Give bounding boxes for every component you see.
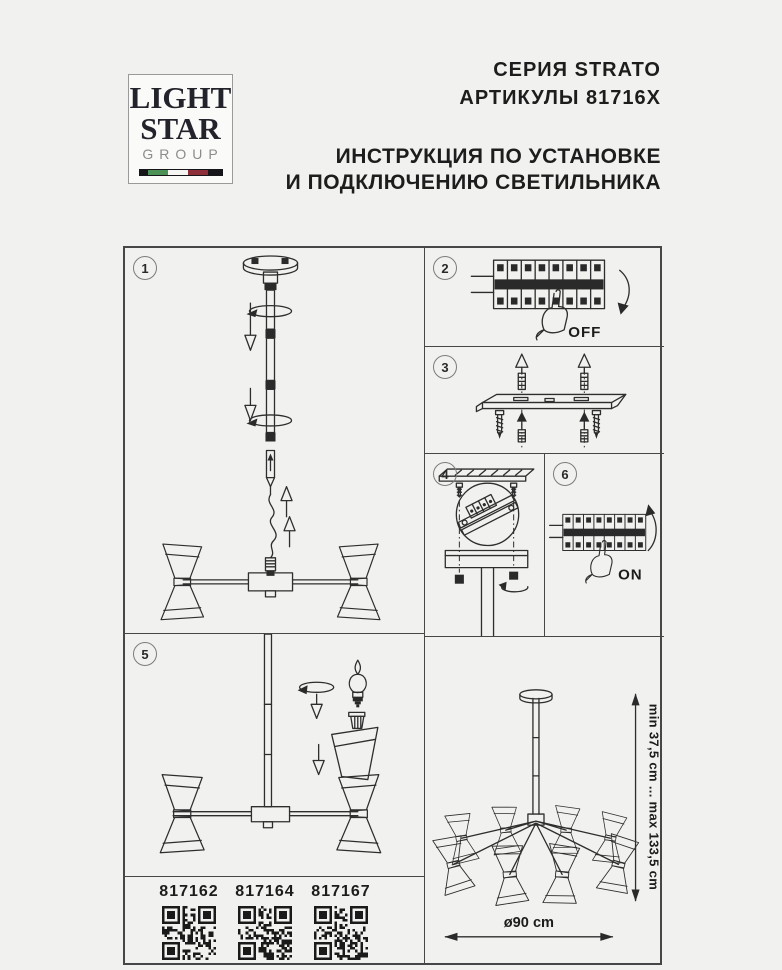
- qr-code: [162, 906, 216, 960]
- height-dimension-label: min 37,5 cm ... max 133,5 cm: [646, 703, 662, 891]
- dimensions-diagram: [425, 637, 664, 965]
- step-6-badge: [553, 462, 577, 486]
- series-title: СЕРИЯ STRATO: [493, 59, 661, 81]
- step-5-number: 5: [141, 646, 149, 662]
- article-item: [303, 883, 379, 960]
- articles-title: АРТИКУЛЫ 81716X: [459, 87, 661, 109]
- assembled-shade: [337, 775, 381, 853]
- logo-word-group: GROUP: [142, 146, 224, 163]
- chandelier-body: [161, 544, 380, 620]
- step-5-diagram: [125, 634, 424, 876]
- title-block: [286, 56, 661, 196]
- step-2-number: 2: [441, 260, 449, 276]
- step-2-diagram: [425, 248, 664, 346]
- step-6-panel: [545, 454, 664, 637]
- rotate-arrow-icon: [246, 306, 291, 318]
- circuit-breaker-row: [550, 514, 646, 550]
- down-arrow-icon: [245, 303, 256, 350]
- down-arrow-icon: [313, 744, 324, 774]
- step-4-badge: [433, 462, 457, 486]
- screw-icon: [592, 411, 600, 439]
- instruction-sheet: [123, 246, 662, 965]
- step-3-diagram: [425, 347, 664, 453]
- qr-code: [314, 906, 368, 960]
- articles-panel: [125, 877, 425, 965]
- circuit-breaker-row: [471, 260, 604, 308]
- ceiling-canopy: [243, 256, 297, 290]
- logo-word-light: LIGHT: [129, 80, 232, 115]
- step-1-panel: [125, 248, 425, 634]
- off-label: OFF: [568, 323, 602, 341]
- canopy-plate: [445, 551, 527, 636]
- step-1-diagram: [125, 248, 424, 633]
- chandelier-drawing: [431, 690, 640, 906]
- stem-rod: [251, 634, 289, 828]
- mounting-bracket: [476, 394, 625, 411]
- article-number: 817167: [311, 883, 371, 900]
- arm-bar: [173, 812, 358, 816]
- article-number: 817164: [235, 883, 295, 900]
- curved-arrow-down-icon: [618, 270, 630, 314]
- dimensions-panel: [425, 637, 664, 965]
- step-2-badge: [433, 256, 457, 280]
- step-3-panel: [425, 347, 664, 454]
- assembled-shade: [160, 775, 204, 853]
- step-4-number: 4: [441, 466, 449, 482]
- nut-with-rotate-arrow: [499, 572, 528, 592]
- on-label: ON: [618, 566, 643, 584]
- step-5-panel: [125, 634, 425, 877]
- rotate-arrow-icon: [298, 682, 334, 718]
- socket-ring-icon: [349, 712, 365, 728]
- diameter-dimension: [444, 915, 613, 941]
- step-1-number: 1: [141, 260, 149, 276]
- supply-wire: [265, 487, 276, 576]
- step-5-badge: [133, 642, 157, 666]
- arms: [453, 821, 618, 874]
- step-4-panel: [425, 454, 545, 637]
- step-3-badge: [433, 355, 457, 379]
- diameter-dimension-label: ø90 cm: [503, 914, 555, 931]
- upper-cone-shade: [332, 727, 378, 779]
- step-6-number: 6: [561, 466, 569, 482]
- article-item: [151, 883, 227, 960]
- logo-word-star: STAR: [140, 110, 221, 146]
- article-number: 817162: [159, 883, 219, 900]
- step-1-badge: [133, 256, 157, 280]
- lightstar-logo: [128, 74, 233, 184]
- up-arrow-icon: [281, 487, 292, 517]
- step-3-number: 3: [441, 359, 449, 375]
- step-2-panel: [425, 248, 664, 347]
- curved-arrow-up-icon: [645, 504, 656, 550]
- terminal-block-detail-circle: [453, 483, 518, 545]
- stem-rod-segments: [265, 290, 275, 487]
- screw-icon: [496, 411, 504, 439]
- italian-flag-bar: [139, 168, 223, 177]
- qr-code: [238, 906, 292, 960]
- height-dimension: [632, 693, 662, 901]
- down-arrow-icon: [245, 388, 256, 420]
- nut-icon: [455, 575, 464, 584]
- instruction-title-line2: И ПОДКЛЮЧЕНИЮ СВЕТИЛЬНИКА: [285, 171, 661, 194]
- rotate-arrow-icon: [246, 415, 291, 427]
- article-item: [227, 883, 303, 960]
- instruction-title-line1: ИНСТРУКЦИЯ ПО УСТАНОВКЕ: [335, 145, 661, 168]
- up-arrow-icon: [284, 517, 295, 547]
- candle-bulb-icon: [349, 660, 366, 707]
